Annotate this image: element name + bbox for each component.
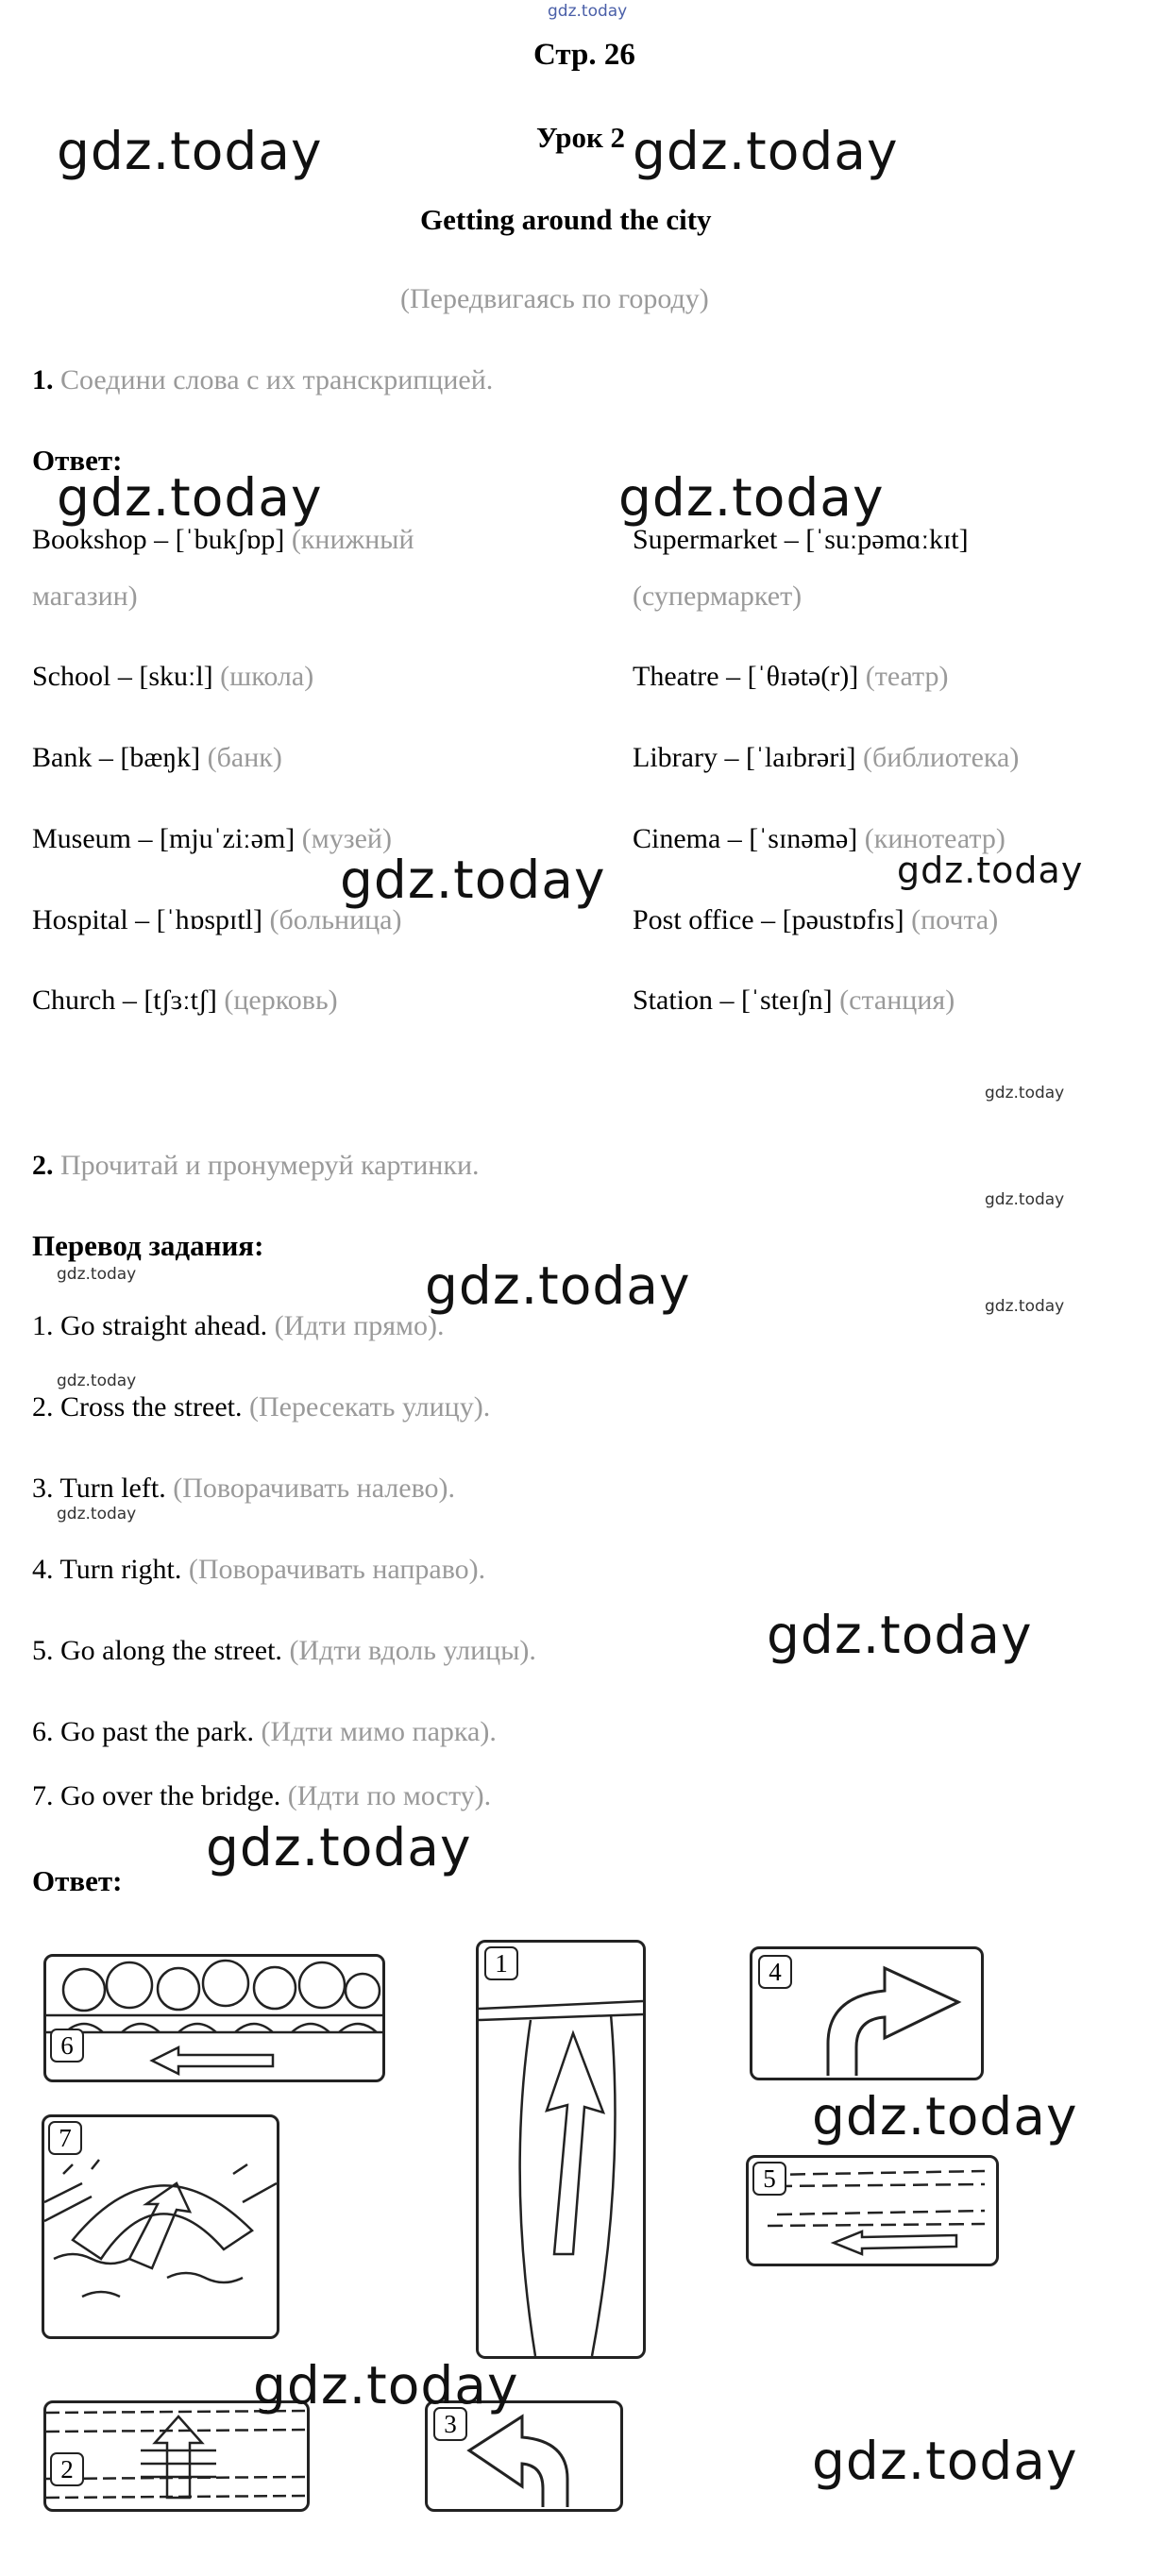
word-translation: (больница): [269, 904, 402, 935]
item-en: 6. Go past the park.: [32, 1716, 254, 1747]
word-row: [32, 661, 313, 693]
word-text: Museum – [mjuˈziːəm]: [32, 823, 296, 854]
watermark: gdz.today: [812, 2431, 1078, 2491]
word-text: School – [skuːl]: [32, 661, 213, 692]
watermark: gdz.today: [812, 2086, 1078, 2147]
task2-translation-label: Перевод задания:: [32, 1229, 264, 1262]
picture-turn-left: [425, 2400, 623, 2512]
item-en: 7. Go over the bridge.: [32, 1780, 281, 1811]
item-en: 5. Go along the street.: [32, 1635, 282, 1666]
item-ru: (Поворачивать направо).: [188, 1554, 486, 1585]
watermark-small: gdz.today: [57, 1265, 137, 1284]
watermark: gdz.today: [633, 121, 899, 181]
word-translation: (станция): [839, 985, 955, 1016]
word-translation: (театр): [865, 661, 949, 692]
lesson-label: Урок 2: [536, 121, 626, 154]
picture-number: 6: [50, 2029, 84, 2062]
task2-number: 2.: [32, 1150, 54, 1181]
page-title: Getting around the city: [420, 203, 712, 236]
word-translation: (библиотека): [863, 742, 1020, 773]
word-row: [633, 985, 955, 1017]
word-row: [32, 985, 338, 1017]
watermark-small: gdz.today: [985, 1084, 1065, 1103]
watermark: gdz.today: [253, 2355, 519, 2416]
picture-number: 7: [48, 2121, 82, 2155]
picture-number: 3: [433, 2407, 467, 2441]
picture-number: 4: [758, 1955, 792, 1989]
watermark-small: gdz.today: [57, 1372, 137, 1390]
task1-text: Соедини слова с их транскрипцией.: [60, 364, 494, 396]
word-translation: (банк): [207, 742, 282, 773]
list-item: [32, 1391, 490, 1423]
item-en: 4. Turn right.: [32, 1554, 182, 1585]
word-row: [633, 742, 1019, 774]
picture-straight: [476, 1940, 646, 2359]
watermark-small: gdz.today: [985, 1297, 1065, 1316]
task1-answer-label: Ответ:: [32, 444, 123, 477]
word-translation: (книжный: [291, 524, 414, 555]
picture-turn-right: [750, 1946, 984, 2080]
watermark: gdz.today: [767, 1605, 1033, 1665]
list-item: [32, 1716, 497, 1748]
task2-text: Прочитай и пронумеруй картинки.: [60, 1150, 480, 1181]
item-ru: (Пересекать улицу).: [248, 1391, 491, 1423]
picture-number: 2: [50, 2452, 84, 2486]
item-en: 2. Cross the street.: [32, 1391, 243, 1423]
arrow-straight-road-icon: [479, 1943, 643, 2356]
watermark-small: gdz.today: [985, 1190, 1065, 1209]
word-row: [633, 904, 998, 936]
picture-number: 5: [752, 2162, 786, 2196]
task2-answer-label: Ответ:: [32, 1864, 123, 1897]
picture-street: [746, 2155, 999, 2266]
list-item: [32, 1473, 455, 1505]
item-ru: (Идти по мосту).: [287, 1780, 492, 1811]
watermark: gdz.today: [57, 121, 323, 181]
word-text: Post office – [pəustɒfɪs]: [633, 904, 904, 935]
word-text: Theatre – [ˈθɪətə(r)]: [633, 661, 859, 692]
word-translation: (почта): [911, 904, 999, 935]
page-subtitle: (Передвигаясь по городу): [400, 283, 709, 314]
watermark: gdz.today: [618, 467, 885, 528]
word-row: [32, 742, 282, 774]
word-row: [32, 524, 414, 556]
park-arrow-left-icon: [46, 1957, 382, 2079]
word-translation: (музей): [301, 823, 392, 854]
item-ru: (Идти мимо парка).: [261, 1716, 497, 1747]
page-number: Стр. 26: [533, 38, 635, 72]
item-ru: (Идти вдоль улицы).: [289, 1635, 536, 1666]
picture-park: [43, 1954, 385, 2082]
word-text: Station – [ˈsteɪʃn]: [633, 985, 833, 1016]
task1-number: 1.: [32, 364, 54, 396]
item-en: 3. Turn left.: [32, 1473, 166, 1504]
word-translation: (церковь): [224, 985, 338, 1016]
list-item: [32, 1310, 445, 1342]
task2-heading: [32, 1150, 480, 1182]
watermark: gdz.today: [57, 467, 323, 528]
list-item: [32, 1554, 485, 1586]
word-text: Hospital – [ˈhɒspɪtl]: [32, 904, 262, 935]
watermark-small: gdz.today: [57, 1505, 137, 1524]
word-translation-cont: (супермаркет): [633, 581, 803, 612]
watermark: gdz.today: [340, 850, 606, 910]
picture-number: 1: [484, 1946, 518, 1980]
word-text: Bookshop – [ˈbukʃɒp]: [32, 524, 285, 555]
picture-crossing: [43, 2400, 310, 2512]
watermark: gdz.today: [425, 1255, 691, 1316]
word-text: Cinema – [ˈsɪnəmə]: [633, 823, 858, 854]
word-text: Bank – [bæŋk]: [32, 742, 201, 773]
task1-heading: [32, 364, 493, 396]
word-row: [633, 661, 949, 693]
item-en: 1. Go straight ahead.: [32, 1310, 268, 1341]
word-translation: (школа): [220, 661, 314, 692]
item-ru: (Идти прямо).: [274, 1310, 445, 1341]
list-item: [32, 1635, 536, 1667]
watermark: gdz.today: [897, 850, 1084, 891]
watermark: gdz.today: [206, 1817, 472, 1877]
word-text: Supermarket – [ˈsuːpəmɑːkɪt]: [633, 524, 969, 555]
word-text: Library – [ˈlaɪbrəri]: [633, 742, 856, 773]
word-translation: (кинотеатр): [864, 823, 1005, 854]
word-row: [32, 823, 392, 855]
item-ru: (Поворачивать налево).: [173, 1473, 456, 1504]
word-translation-cont: магазин): [32, 581, 138, 612]
word-row: [633, 524, 969, 556]
list-item: [32, 1780, 491, 1812]
site-logo-top: gdz.today: [548, 2, 628, 21]
crossing-arrow-icon: [46, 2403, 307, 2509]
word-text: Church – [tʃɜːtʃ]: [32, 985, 217, 1016]
picture-bridge: [42, 2114, 279, 2339]
